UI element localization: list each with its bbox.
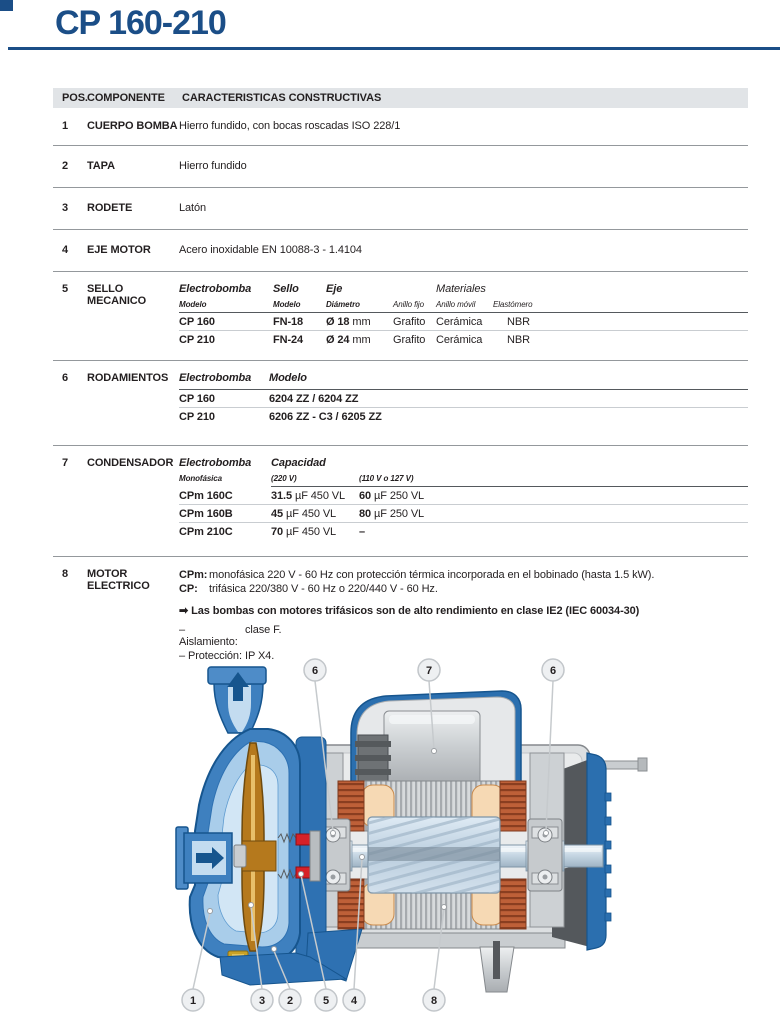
capacitor-data-row: CPm 160B 45 µF 450 VL 80 µF 250 VL: [179, 505, 748, 523]
table-row-seal: [53, 272, 748, 361]
bearing-right: [528, 819, 562, 891]
callout-4: [343, 989, 365, 1011]
callout-7: [418, 659, 440, 681]
row-component: MOTOR ELECTRICO: [87, 568, 150, 592]
spec-table-header: [53, 88, 748, 108]
bearings-h-electrobomba: Electrobomba: [179, 372, 269, 390]
seal-h2-modelo: Modelo: [273, 300, 326, 313]
seal-h2-modelo: Modelo: [179, 300, 273, 313]
capacitor-h2-220v: (220 V): [271, 474, 359, 487]
table-row-capacitor: [53, 446, 748, 557]
pump-cutaway-diagram: [100, 645, 700, 1024]
row-text: Hierro fundido, con bocas roscadas ISO 228/1: [179, 120, 401, 132]
capacitor-data-row: CPm 160C 31.5 µF 450 VL 60 µF 250 VL: [179, 487, 748, 505]
seal-data-row: CP 210 FN-24 Ø 24 mm Grafito Cerámica NBR: [179, 334, 530, 346]
seal-h2-anillo-movil: Anillo móvil: [436, 300, 493, 313]
seal-subtable: [179, 283, 748, 348]
svg-text:4: 4: [350, 995, 358, 1007]
discharge-port: [208, 667, 266, 733]
table-row: [53, 146, 748, 188]
svg-text:1: 1: [189, 995, 197, 1007]
row-component: CUERPO BOMBA: [87, 120, 178, 132]
capacitor-h-capacidad: Capacidad: [271, 457, 326, 469]
row-component: RODAMIENTOS: [87, 372, 169, 384]
svg-text:2: 2: [286, 995, 294, 1007]
spec-table: [53, 88, 748, 672]
row-component: CONDENSADOR: [87, 457, 174, 469]
page-title: CP 160-210: [55, 4, 226, 42]
title-rule: [8, 47, 780, 50]
row-component: SELLO MECANICO: [87, 283, 147, 307]
seal-h-materiales: Materiales: [436, 283, 486, 295]
table-row: [53, 188, 748, 230]
svg-text:5: 5: [322, 995, 330, 1007]
seal-h2-diametro: Diámetro: [326, 300, 393, 313]
header-componente: COMPONENTE: [87, 92, 165, 104]
row-pos: 1: [62, 120, 69, 132]
seal-h-sello: Sello: [273, 283, 299, 295]
bearings-subtable: [179, 372, 748, 425]
seal-h2-elastomero: Elastómero: [493, 300, 748, 313]
row-component: EJE MOTOR: [87, 244, 151, 256]
motor-cpm-text: monofásica 220 V - 60 Hz con protección térmica incorporada en el bobinado (hasta 1.5 kW).: [209, 569, 655, 581]
row-pos: 5: [62, 283, 69, 295]
row-pos: 6: [62, 372, 69, 384]
bearings-h-modelo: Modelo: [269, 372, 748, 390]
capacitor-h2-110v: (110 V o 127 V): [359, 474, 748, 487]
motor-cp-label: CP:: [179, 583, 198, 595]
callout-5: [315, 989, 337, 1011]
svg-text:6: 6: [549, 665, 557, 677]
rotor: [368, 817, 500, 893]
svg-text:8: 8: [430, 995, 438, 1007]
motor-aislamiento-text: clase F.: [245, 624, 282, 636]
motor-aislamiento-label: – Aislamiento:: [179, 624, 238, 648]
row-pos: 8: [62, 568, 69, 580]
seal-h-eje: Eje: [326, 283, 343, 295]
row-pos: 2: [62, 160, 69, 172]
motor-foot: [480, 941, 514, 992]
seal-data-row: CP 160 FN-18 Ø 18 mm Grafito Cerámica NBR: [179, 313, 748, 331]
motor-cpm-label: CPm:: [179, 569, 208, 581]
motor-proteccion-label: – Protección:: [179, 650, 242, 662]
header-pos: POS.: [62, 92, 88, 104]
seal-h2-anillo-fijo: Anillo fijo: [393, 300, 436, 313]
table-row-bearings: [53, 361, 748, 446]
row-text: Acero inoxidable EN 10088-3 - 1.4104: [179, 244, 362, 256]
bearings-data-row: CP 210 6206 ZZ - C3 / 6205 ZZ: [179, 411, 382, 423]
row-pos: 3: [62, 202, 69, 214]
capacitor-h-electrobomba: Electrobomba: [179, 457, 252, 469]
capacitor-h2-monofasica: Monofásica: [179, 474, 223, 483]
motor-proteccion-text: IP X4.: [245, 650, 275, 662]
row-text: Hierro fundido: [179, 160, 247, 172]
bearings-data-row: CP 160 6204 ZZ / 6204 ZZ: [179, 390, 748, 408]
capacitor-subtable: [179, 457, 748, 540]
capacitor-data-row: CPm 210C 70 µF 450 VL –: [179, 526, 366, 538]
callout-1: [182, 989, 204, 1011]
callout-8: [423, 989, 445, 1011]
header-caracteristicas: CARACTERISTICAS CONSTRUCTIVAS: [182, 92, 382, 104]
row-pos: 7: [62, 457, 69, 469]
row-text: Latón: [179, 202, 207, 214]
svg-text:7: 7: [425, 665, 433, 677]
seal-h-electrobomba: Electrobomba: [179, 283, 252, 295]
callout-6-left: [304, 659, 326, 681]
table-row: [53, 230, 748, 272]
svg-text:3: 3: [258, 995, 266, 1007]
suction-port: [176, 827, 232, 889]
row-component: TAPA: [87, 160, 115, 172]
arrow-icon: ➡: [179, 605, 189, 617]
motor-ie2-note: Las bombas con motores trifásicos son de alto rendimiento en clase IE2 (IEC 60034-30): [191, 605, 640, 617]
callout-2: [279, 989, 301, 1011]
svg-text:6: 6: [311, 665, 319, 677]
table-row: [53, 108, 748, 146]
motor-cp-text: trifásica 220/380 V - 60 Hz o 220/440 V - 60 Hz.: [209, 583, 438, 595]
row-component: RODETE: [87, 202, 133, 214]
callout-3: [251, 989, 273, 1011]
corner-accent-square: [0, 0, 13, 11]
row-pos: 4: [62, 244, 69, 256]
callout-6-right: [542, 659, 564, 681]
